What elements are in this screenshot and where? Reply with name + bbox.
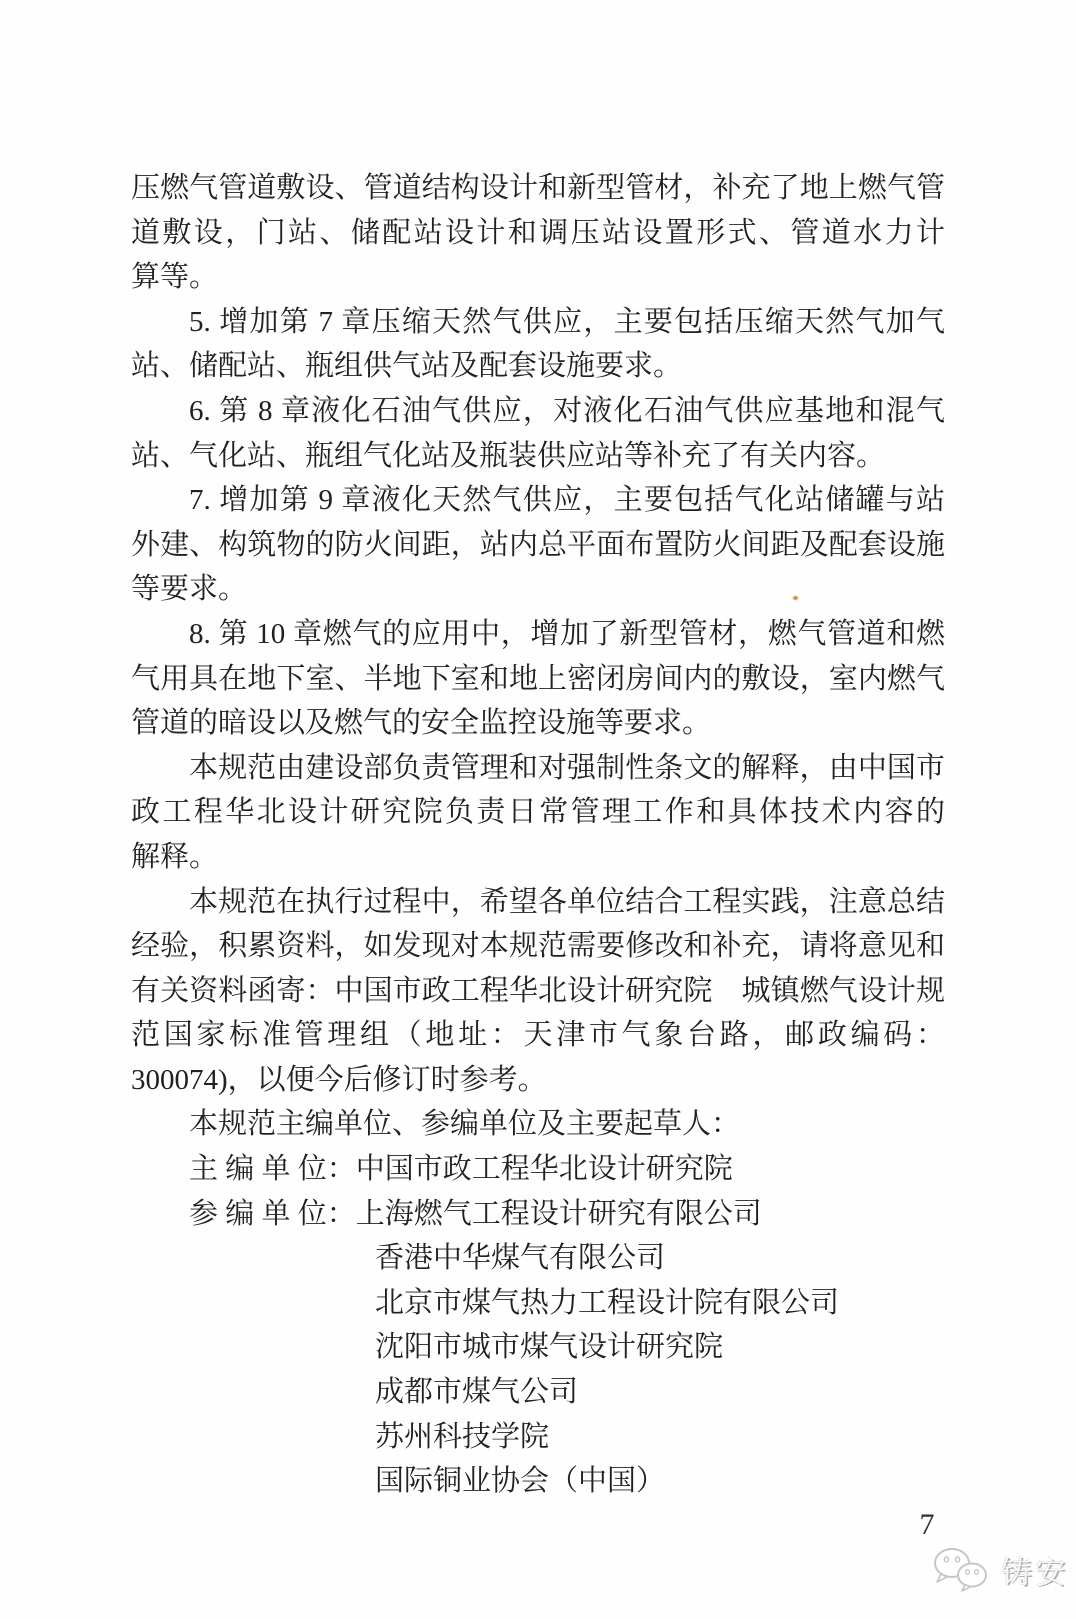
text-line: 经验，积累资料，如发现对本规范需要修改和补充，请将意见和	[131, 930, 945, 963]
text-line: 压燃气管道敷设、管道结构设计和新型管材，补充了地上燃气管	[131, 172, 945, 204]
text-line: 国际铜业协会（中国）	[375, 1465, 666, 1498]
text-line: 本规范在执行过程中，希望各单位结合工程实践，注意总结	[189, 885, 945, 918]
text-line: 本规范由建设部负责管理和对强制性条文的解释，由中国市	[189, 751, 945, 784]
scan-artifact-speck	[793, 596, 798, 600]
text-line: 有关资料函寄：中国市政工程华北设计研究院 城镇燃气设计规	[131, 974, 945, 1007]
text-line: 参 编 单 位：上海燃气工程设计研究有限公司	[189, 1197, 762, 1230]
text-line: 站、气化站、瓶组气化站及瓶装供应站等补充了有关内容。	[131, 439, 886, 472]
text-line: 算等。	[131, 261, 219, 294]
text-line: 300074)，以便今后修订时参考。	[131, 1063, 547, 1096]
text-line: 6. 第 8 章液化石油气供应，对液化石油气供应基地和混气	[189, 394, 945, 427]
text-line: 8. 第 10 章燃气的应用中，增加了新型管材，燃气管道和燃	[189, 617, 945, 650]
text-line: 成都市煤气公司	[375, 1376, 579, 1409]
text-line: 沈阳市城市煤气设计研究院	[375, 1331, 724, 1364]
text-line: 外建、构筑物的防火间距，站内总平面布置防火间距及配套设施	[131, 528, 945, 561]
text-line: 5. 增加第 7 章压缩天然气供应，主要包括压缩天然气加气	[189, 305, 945, 338]
text-line: 解释。	[131, 840, 219, 873]
text-line: 7. 增加第 9 章液化天然气供应，主要包括气化站储罐与站	[189, 484, 945, 517]
text-line: 道敷设，门站、储配站设计和调压站设置形式、管道水力计	[131, 216, 945, 249]
watermark	[931, 1546, 1069, 1592]
text-line: 香港中华煤气有限公司	[375, 1242, 666, 1275]
text-line: 政工程华北设计研究院负责日常管理工作和具体技术内容的	[131, 796, 945, 829]
text-line: 北京市煤气热力工程设计院有限公司	[375, 1286, 840, 1319]
text-line: 苏州科技学院	[375, 1420, 550, 1453]
text-line: 站、储配站、瓶组供气站及配套设施要求。	[131, 350, 683, 383]
text-line: 管道的暗设以及燃气的安全监控设施等要求。	[131, 707, 712, 740]
page-number: 7	[919, 1508, 935, 1541]
text-block	[131, 166, 945, 1504]
text-line: 本规范主编单位、参编单位及主要起草人：	[189, 1108, 741, 1141]
text-line: 主 编 单 位：中国市政工程华北设计研究院	[189, 1153, 733, 1186]
wechat-bubbles-icon	[931, 1546, 993, 1592]
text-line: 气用具在地下室、半地下室和地上密闭房间内的敷设，室内燃气	[131, 662, 945, 695]
text-line: 范国家标准管理组（地址：天津市气象台路，邮政编码：	[131, 1019, 945, 1052]
watermark-label: 铸安	[1001, 1554, 1069, 1590]
text-line: 等要求。	[131, 573, 248, 606]
